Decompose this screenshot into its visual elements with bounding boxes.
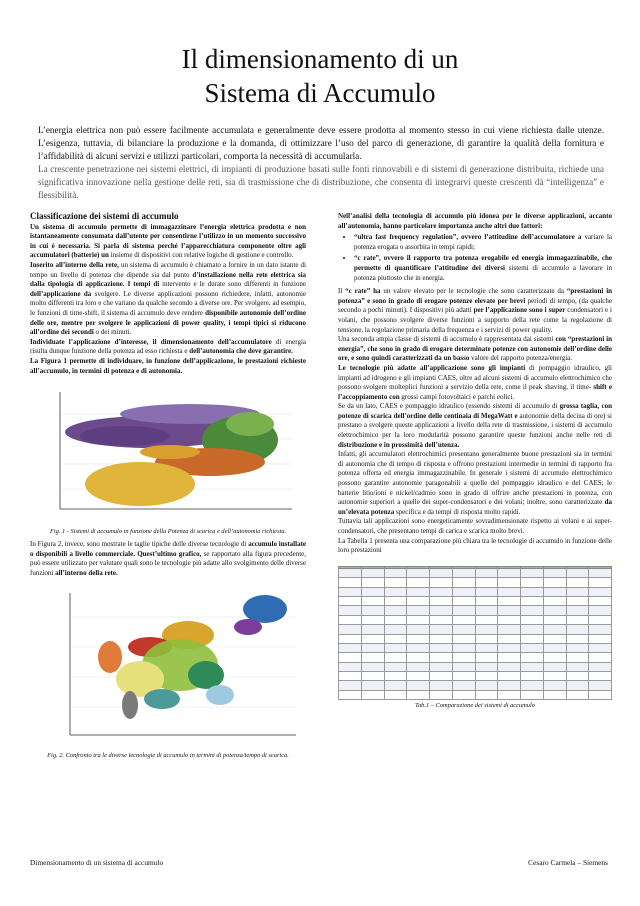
left-p3-rest: di energia risulta dunque funzione della potenza ad esso richiesta e <box>30 337 306 356</box>
right-p5-rest-2: autonomie della decina di ore) si prestano a svolgere queste applicazioni a livello della rete di trasmissione, i sistemi di accumulo elettrochimico per la loro modularità possono garantire queste funzioni anche nelle reti di <box>338 411 612 440</box>
comparison-table <box>338 566 612 711</box>
fig1-region-7 <box>85 462 195 506</box>
table-row <box>339 587 612 596</box>
intro <box>38 124 604 202</box>
table-row <box>339 662 612 671</box>
figure-1 <box>30 384 306 536</box>
left-p2-rest-2: intervento e le durate sono differenti in funzione <box>162 280 306 289</box>
fig2-region-7 <box>122 691 138 719</box>
right-column <box>338 212 612 711</box>
left-p5-rest-2: se rapportato alla figura precedente, può essere utilizzato per valutare quali sono le tecnologie più adatte allo svolgimento delle diverse funzioni <box>30 549 306 577</box>
table-row <box>339 606 612 615</box>
figure-1-graphic <box>30 384 306 522</box>
left-paragraph-5 <box>30 540 306 578</box>
table-row <box>339 634 612 643</box>
right-paragraph-7: Tuttavia tali applicazioni sono energeticamente sovradimensionate rispetto ai volani e ai super-condensatori, che presentano tempi di carica e scarica molto brevi. <box>338 517 612 535</box>
left-p2-bold-2: d’installazione nella rete elettrica sia dalla tipologia di applicazione. I tempi di <box>30 270 307 289</box>
right-p2-bold-3: per l’applicazione sono i super <box>473 306 566 315</box>
table-row <box>339 643 612 652</box>
right-p2-bold-2: “prestazioni in potenza” e sono in grado di erogare potenze elevate per brevi <box>338 287 613 305</box>
right-paragraph-4 <box>338 364 612 402</box>
table-row <box>339 672 612 681</box>
right-p5-bold: grossa taglia, con potenze di scarica dell’ordine delle centinaia di MegaWatt e <box>338 402 612 420</box>
left-p2-rest-1: un sistema di accumulo è chiamato a fornire in un dato istante di tempo un livello di potenza che dipende sia dal punto <box>30 260 307 279</box>
right-p4-bold: Le tecnologie più adatte all’applicazione sono gli impianti <box>338 363 526 372</box>
left-p4-bold: La Figura 1 permette di individuare, in funzione dell’applicazione, le prestazioni richieste all’accumulo, in termini di potenza e di autonomia. <box>30 356 306 375</box>
table-row <box>339 597 612 606</box>
left-p2-bold-3: dell’applicazione da <box>30 289 92 298</box>
section-heading: Classificazione dei sistemi di accumulo <box>30 211 179 221</box>
fig2-region-4 <box>188 661 224 689</box>
left-p3-bold: Individuate l’applicazione d’interesse, il dimensionamento dell’accumulatore <box>30 337 272 346</box>
figure-2 <box>30 587 306 761</box>
left-p1-bold: Un sistema di accumulo permette di immagazzinare l’energia elettrica prodotta e non istantaneamente consumata dall’utente per consentirne l’utilizzo in un momento successivo in cui è necessaria. Si parla di sistema perché l’apparecchiatura componente oltre agli accumulatori (batterie) un <box>30 222 306 260</box>
right-p4-rest-2: grossi campi fotovoltaici e parchi eolici. <box>401 392 515 401</box>
fig1-region-5 <box>226 412 274 436</box>
table-row <box>339 615 612 624</box>
figure-1-caption: Fig. 1 - Sistemi di accumulo in funzione della Potenza di scarica e dell’autonomia richiesta. <box>49 527 287 535</box>
right-p2-rest: un valore elevato per le tecnologie che sono caratterizzate da <box>383 287 564 296</box>
right-p3-rest: Una seconda ampia classe di sistemi di accumulo è rappresentata dai sistemi <box>338 335 554 344</box>
table-row <box>339 568 612 577</box>
left-paragraph-2 <box>30 261 306 338</box>
left-p5-rest: In Figura 2, invece, sono mostrate le taglie tipiche delle diverse tecnologie di <box>30 540 247 549</box>
left-paragraph-3 <box>30 338 306 357</box>
title-line-1: Il dimensionamento di un <box>181 44 459 74</box>
table-row <box>339 578 612 587</box>
fig1-region-3 <box>80 426 170 446</box>
left-p2-rest-4: o dei minuti. <box>95 328 132 337</box>
table-row <box>339 681 612 690</box>
figure-2-graphic <box>30 587 306 747</box>
footer-left: Dimensionamento di un sistema di accumulo <box>30 858 164 867</box>
right-p6-bold: da un’elevata potenza <box>338 498 612 516</box>
right-paragraph-3 <box>338 335 612 364</box>
right-p4-bold-2: shift e l’accoppiamento con <box>338 383 612 401</box>
table-row <box>339 690 612 699</box>
fig2-region-8 <box>98 641 122 673</box>
factor-list-item <box>354 254 612 283</box>
figure-2-caption: Fig. 2. Confronto tra le diverse tecnologie di accumulo in termini di potenza/tempo di scarica. <box>47 752 289 760</box>
right-paragraph-6 <box>338 450 612 517</box>
right-p3-bold: con “prestazioni in energia”, che sono in grado di erogare determinate potenze con autonomie dell’ordine delle ore, e sono quindi caratterizzati da un basso <box>338 335 612 363</box>
right-p5-rest: Se da un lato, CAES e pompaggio idraulico (essendo sistemi di accumulo di <box>338 402 558 411</box>
right-p6-rest-2: specifica e da tempi di risposta molto rapidi. <box>395 507 521 516</box>
table-row <box>339 653 612 662</box>
right-p1-bold: Nell’analisi della tecnologia di accumulo più idonea per le diverse applicazioni, accanto all’autonomia, hanno particolare importanza anche altri due fattori: <box>338 212 612 230</box>
right-p2-bold: “c rate” ha <box>345 287 381 296</box>
fig2-region-phs <box>243 595 287 623</box>
page-title <box>0 42 640 110</box>
footer-right: Cesaro Carmela – Siemens <box>528 858 608 867</box>
right-p2-start: Il <box>338 287 343 296</box>
left-p5-bold-2: all’interno della rete. <box>55 568 118 577</box>
comparison-table-grid <box>338 566 612 700</box>
right-p2-rest-3: condensatori e i volani, che possono svolgere diverse funzioni a supporto della rete come la regolazione di tensione, la regolazione primaria della frequenza e i servizi di power quality. <box>338 306 613 334</box>
left-column <box>30 212 306 765</box>
right-paragraph-2 <box>338 287 612 335</box>
table-row <box>339 625 612 634</box>
left-p1-rest: insieme di dispositivi con relative logiche di gestione e controllo. <box>110 251 294 260</box>
bullet-1-bold: “ultra fast frequency regulation”, ovvero l’attitudine dell’accumulatore a <box>354 233 582 242</box>
right-p5-bold-2: distribuzione e in prossimità dell’utenza. <box>338 440 460 449</box>
bullet-2-bold: “c rate”, ovvero il rapporto tra potenza erogabile ed energia immagazzinabile, che permette di quantificare l’attitudine dei diversi <box>354 254 612 272</box>
right-paragraph-5 <box>338 402 612 450</box>
bullet-1-rest: variare la potenza erogata o assorbita in tempi rapidi; <box>354 233 613 251</box>
right-p6-rest: Infatti, gli accumulatori elettrochimici presentano generalmente buone prestazioni sia in termini di autonomia che di tempo di risposta e offrono prestazioni intermedie in termini di rapporto fra potenza offerta ed energia immagazzinabile. In generale i sistemi di accumulo elettrochimico possono garantire autonomie paragonabili a quelle del pompaggio idraulico e del CAES; le batterie litio/ioni e nickel/cadmio sono in grado di offrire anche prestazioni in potenza, con autonomie superiori a quelle dei super-condensatori e dei volani; inoltre, sono caratterizzate <box>338 450 612 507</box>
right-paragraph-8: La Tabella 1 presenta una comparazione più chiara tra le tecnologie di accumulo in funzione delle loro prestazioni <box>338 536 613 555</box>
fig2-region-6 <box>144 689 180 709</box>
left-p2-bold: Inserito all’interno della rete, <box>30 260 119 269</box>
table-caption: Tab.1 – Comparazione dei sistemi di accumulo <box>415 702 535 710</box>
left-p5-bold: accumulo installate o disponibili a livello commerciale. Quest’ultimo grafico, <box>30 540 307 558</box>
right-p4-rest: di pompaggio idraulico, gli impianti ad idrogeno e gli impianti CAES, oltre ad alcuni sistemi di accumulo elettrochimico che possono svolgere molteplici funzioni a servizio della rete, come il peak shaving, il time- <box>338 363 613 392</box>
left-p2-rest-3: svolgere. Le diverse applicazioni possono richiedere, infatti, autonomie molto differenti tra loro e che variano da qualche secondo a diverse ore. Per svolgere, ad esempio, le funzioni di time-shift, il sistema di accumulo deve rendere <box>30 289 306 317</box>
left-p2-bold-4: disponibile autonomie dell’ordine delle ore, mentre per svolgere le applicazioni di power quality, i tempi tipici si riducono all’ordine dei secondi <box>30 308 307 337</box>
fig2-region-9 <box>206 685 234 705</box>
intro-main: L’energia elettrica non può essere facilmente accumulata e generalmente deve essere prodotta al momento stesso in cui viene richiesta dalle utenze. L’esigenza, tuttavia, di bilanciare la produzione e la domanda, di ottimizzare l’uso del parco di generazione, di garantire la qualità della fornitura e l’affidabilità di alcuni servizi e utilizzi particolari, comporta la necessità di accumularla. <box>38 125 604 161</box>
fig1-region-8 <box>140 445 200 459</box>
title-line-2: Sistema di Accumulo <box>204 78 436 108</box>
left-paragraph-4 <box>30 357 306 376</box>
right-p2-rest-2: periodi di tempo, (da qualche secondo a pochi minuti). I dispositivi più adatti <box>338 296 612 315</box>
left-p3-bold-2: dell’autonomia che deve garantire. <box>189 347 293 356</box>
fig2-region-caes <box>234 619 262 635</box>
right-p3-rest-2: valore del rapporto potenza/energia. <box>471 354 573 363</box>
intro-continuation: La crescente penetrazione nei sistemi elettrici, di impianti di produzione basati sulle fonti rinnovabili e di sistemi di generazione distribuita, richiede una significativa innovazione nella gestione delle reti, sia di trasmissione che di distribuzione, che consenta di integrarvi queste crescenti dà “intelligenza” e flessibilità. <box>38 164 604 200</box>
left-paragraph-1 <box>30 223 306 261</box>
factor-list <box>346 233 612 283</box>
factor-list-item <box>354 233 612 252</box>
bullet-2-rest: sistemi di accumulo a lavorare in potenza piuttosto che in energia. <box>354 263 613 282</box>
right-paragraph-1 <box>338 212 612 231</box>
